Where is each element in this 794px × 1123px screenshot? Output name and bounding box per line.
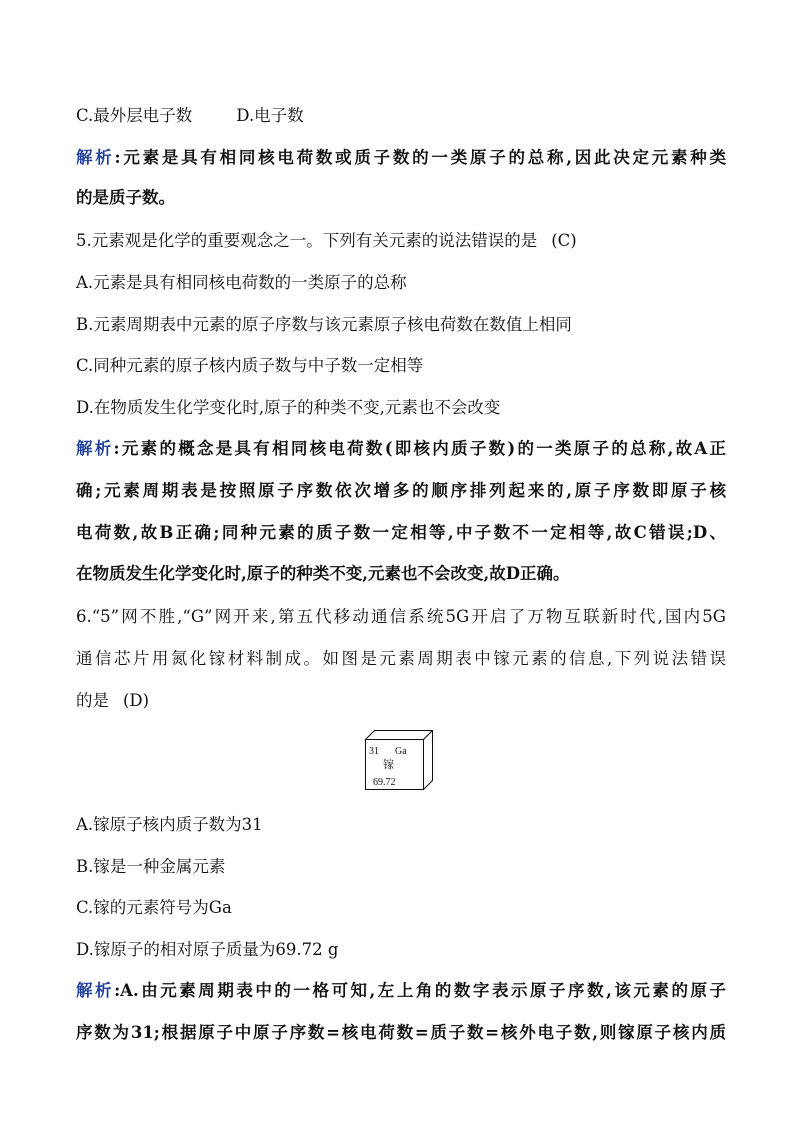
- jiexi-label: 解析: [76, 981, 115, 1000]
- q5-option-a: A.元素是具有相同核电荷数的一类原子的总称: [76, 273, 407, 292]
- q5-option-b: B.元素周期表中元素的原子序数与该元素原子核电荷数在数值上相同: [76, 315, 572, 334]
- q4-option-d: D.电子数: [236, 106, 304, 125]
- figure-atomic-number: 31: [369, 746, 379, 757]
- q5-jiexi-line2: 确;元素周期表是按照原子序数依次增多的顺序排列起来的,原子序数即原子核: [76, 481, 726, 500]
- q5-jiexi-line3: 电荷数,故B正确;同种元素的质子数一定相等,中子数不一定相等,故C错误;D、: [76, 523, 726, 542]
- figure-element-name: 镓: [383, 758, 394, 771]
- q6-stem-line2: 通信芯片用氮化镓材料制成。如图是元素周期表中镓元素的信息,下列说法错误: [76, 649, 726, 668]
- q6-option-b: B.镓是一种金属元素: [76, 857, 226, 876]
- figure-symbol: Ga: [395, 746, 407, 757]
- figure-atomic-mass: 69.72: [373, 777, 396, 788]
- jiexi-label: 解析: [76, 148, 115, 167]
- q5-option-c: C.同种元素的原子核内质子数与中子数一定相等: [76, 356, 424, 375]
- q5-jiexi-line4: 在物质发生化学变化时,原子的种类不变,元素也不会改变,故D正确。: [76, 564, 570, 583]
- q4-jiexi-line1: 解析:元素是具有相同核电荷数或质子数的一类原子的总称,因此决定元素种类: [76, 148, 726, 167]
- q5-answer: (C): [551, 231, 577, 250]
- q6-answer: (D): [123, 691, 150, 710]
- figure-side-face: [424, 731, 433, 790]
- q5-option-d: D.在物质发生化学变化时,原子的种类不变,元素也不会改变: [76, 398, 501, 417]
- q6-jiexi-line1: 解析:A.由元素周期表中的一格可知,左上角的数字表示原子序数,该元素的原子: [76, 981, 726, 1000]
- q4-options-cd: [76, 104, 726, 128]
- q6-stem-line3: 的是 (D): [76, 691, 150, 710]
- q6-option-d: D.镓原子的相对原子质量为69.72 g: [76, 940, 339, 959]
- q6-option-c: C.镓的元素符号为Ga: [76, 898, 232, 917]
- q5-jiexi-line1: 解析:元素的概念是具有相同核电荷数(即核内质子数)的一类原子的总称,故A正: [76, 439, 726, 458]
- gallium-element-figure: [365, 730, 433, 790]
- q5-stem: 5.元素观是化学的重要观念之一。下列有关元素的说法错误的是 (C): [76, 231, 577, 250]
- jiexi-label: 解析: [76, 439, 114, 458]
- figure-top-face: [366, 731, 433, 740]
- q4-jiexi-line2: 的是质子数。: [76, 188, 175, 207]
- q4-option-c: C.最外层电子数: [76, 106, 193, 125]
- q6-stem-line1: 6.“5”网不胜,“G”网开来,第五代移动通信系统5G开启了万物互联新时代,国内5G: [76, 607, 726, 626]
- q6-jiexi-line2: 序数为31;根据原子中原子序数=核电荷数=质子数=核外电子数,则镓原子核内质: [76, 1023, 726, 1042]
- q6-option-a: A.镓原子核内质子数为31: [76, 815, 263, 834]
